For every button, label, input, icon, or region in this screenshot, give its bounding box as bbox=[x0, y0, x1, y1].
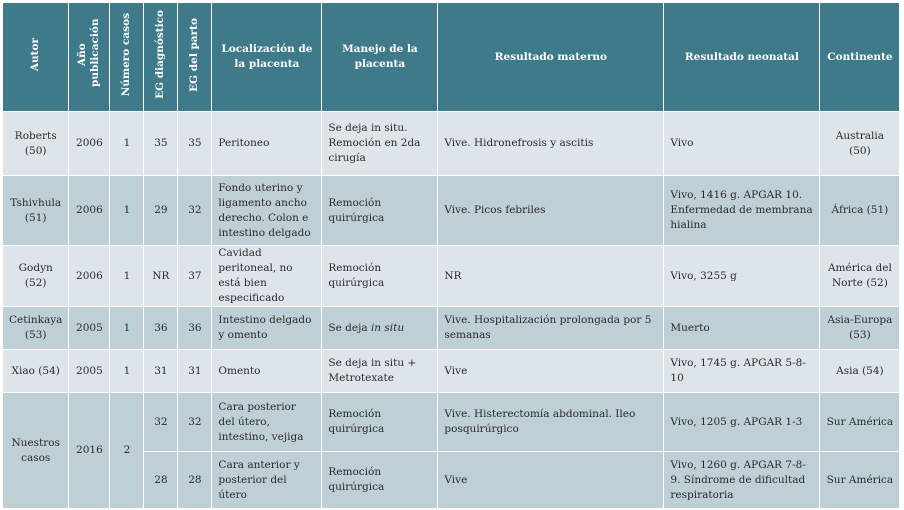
cell-resultado-materno: Vive. Picos febriles bbox=[438, 176, 664, 246]
header-autor: Autor bbox=[3, 3, 69, 112]
cell-manejo: Remoción quirúrgica bbox=[322, 393, 438, 452]
cell-manejo: Se deja in situ. Remoción en 2da cirugía bbox=[322, 112, 438, 176]
cell-eg-diagnostico: 36 bbox=[144, 307, 178, 350]
cell-autor: Nuestros casos bbox=[3, 393, 69, 509]
cell-casos: 1 bbox=[110, 246, 144, 307]
cell-eg-parto: 37 bbox=[178, 246, 212, 307]
cell-resultado-neonatal: Vivo, 3255 g bbox=[664, 246, 820, 307]
manejo-emphasis: in situ bbox=[370, 321, 405, 334]
header-row bbox=[3, 3, 900, 112]
cell-localizacion: Peritoneo bbox=[212, 112, 322, 176]
cell-manejo: Se deja in situ + Metrotexate bbox=[322, 350, 438, 393]
cell-continente: África (51) bbox=[820, 176, 900, 246]
header-resultado-materno: Resultado materno bbox=[438, 3, 664, 112]
table-row bbox=[3, 393, 900, 452]
cell-eg-parto: 28 bbox=[178, 452, 212, 509]
table-row bbox=[3, 350, 900, 393]
cell-manejo: Remoción quirúrgica bbox=[322, 176, 438, 246]
ectopic-pregnancy-cases-table bbox=[2, 2, 900, 509]
cell-localizacion: Cara anterior y posterior del útero bbox=[212, 452, 322, 509]
cell-eg-parto: 32 bbox=[178, 393, 212, 452]
cell-autor: Godyn (52) bbox=[3, 246, 69, 307]
cell-autor: Roberts (50) bbox=[3, 112, 69, 176]
cell-continente: Australia (50) bbox=[820, 112, 900, 176]
cell-resultado-neonatal: Vivo bbox=[664, 112, 820, 176]
header-casos: Número casos bbox=[110, 3, 144, 112]
header-resultado-neonatal: Resultado neonatal bbox=[664, 3, 820, 112]
cell-resultado-materno: Vive. Histerectomía abdominal. Ileo posquirúrgico bbox=[438, 393, 664, 452]
cell-eg-diagnostico: 28 bbox=[144, 452, 178, 509]
cell-casos: 1 bbox=[110, 112, 144, 176]
cell-continente: Sur América bbox=[820, 452, 900, 509]
cell-autor: Cetinkaya (53) bbox=[3, 307, 69, 350]
manejo-prefix: Se deja bbox=[328, 321, 371, 334]
cell-anio: 2006 bbox=[69, 246, 110, 307]
cell-eg-parto: 32 bbox=[178, 176, 212, 246]
cell-manejo bbox=[322, 307, 438, 350]
cell-localizacion: Cara posterior del útero, intestino, vejiga bbox=[212, 393, 322, 452]
cell-localizacion: Omento bbox=[212, 350, 322, 393]
cell-eg-diagnostico: NR bbox=[144, 246, 178, 307]
cell-continente: Asia (54) bbox=[820, 350, 900, 393]
cell-continente: América del Norte (52) bbox=[820, 246, 900, 307]
cell-resultado-materno: Vive. Hidronefrosis y ascitis bbox=[438, 112, 664, 176]
cell-autor: Tshivhula (51) bbox=[3, 176, 69, 246]
cell-manejo: Remoción quirúrgica bbox=[322, 452, 438, 509]
cell-localizacion: Intestino delgado y omento bbox=[212, 307, 322, 350]
cell-eg-diagnostico: 29 bbox=[144, 176, 178, 246]
cell-resultado-neonatal: Vivo, 1745 g. APGAR 5-8-10 bbox=[664, 350, 820, 393]
cell-anio: 2005 bbox=[69, 307, 110, 350]
cell-eg-diagnostico: 31 bbox=[144, 350, 178, 393]
cell-anio: 2005 bbox=[69, 350, 110, 393]
cell-resultado-neonatal: Vivo, 1260 g. APGAR 7-8-9. Síndrome de dificultad respiratoria bbox=[664, 452, 820, 509]
cell-continente: Asia-Europa (53) bbox=[820, 307, 900, 350]
cell-casos: 1 bbox=[110, 176, 144, 246]
cell-anio: 2006 bbox=[69, 176, 110, 246]
cell-eg-parto: 35 bbox=[178, 112, 212, 176]
cell-eg-diagnostico: 32 bbox=[144, 393, 178, 452]
cell-eg-diagnostico: 35 bbox=[144, 112, 178, 176]
cell-resultado-neonatal: Vivo, 1416 g. APGAR 10. Enfermedad de membrana hialina bbox=[664, 176, 820, 246]
cell-casos: 1 bbox=[110, 307, 144, 350]
cell-eg-parto: 31 bbox=[178, 350, 212, 393]
cell-localizacion: Fondo uterino y ligamento ancho derecho. Colon e intestino delgado bbox=[212, 176, 322, 246]
header-anio: Año publicación bbox=[69, 3, 110, 112]
cell-autor: Xiao (54) bbox=[3, 350, 69, 393]
header-manejo: Manejo de la placenta bbox=[322, 3, 438, 112]
header-continente: Continente bbox=[820, 3, 900, 112]
cell-resultado-neonatal: Vivo, 1205 g. APGAR 1-3 bbox=[664, 393, 820, 452]
table-row bbox=[3, 246, 900, 307]
table-row bbox=[3, 112, 900, 176]
cell-resultado-materno: Vive bbox=[438, 452, 664, 509]
cell-anio: 2016 bbox=[69, 393, 110, 509]
header-localizacion: Localización de la placenta bbox=[212, 3, 322, 112]
cell-continente: Sur América bbox=[820, 393, 900, 452]
cell-anio: 2006 bbox=[69, 112, 110, 176]
cell-eg-parto: 36 bbox=[178, 307, 212, 350]
cell-resultado-neonatal: Muerto bbox=[664, 307, 820, 350]
table-row bbox=[3, 176, 900, 246]
cell-resultado-materno: Vive. Hospitalización prolongada por 5 semanas bbox=[438, 307, 664, 350]
cell-manejo: Remoción quirúrgica bbox=[322, 246, 438, 307]
table-row bbox=[3, 307, 900, 350]
cell-casos: 1 bbox=[110, 350, 144, 393]
header-eg-diagnostico: EG diagnóstico bbox=[144, 3, 178, 112]
cell-localizacion: Cavidad peritoneal, no está bien especificado bbox=[212, 246, 322, 307]
cell-casos: 2 bbox=[110, 393, 144, 509]
cases-table-container bbox=[2, 2, 900, 509]
header-eg-parto: EG del parto bbox=[178, 3, 212, 112]
cell-resultado-materno: Vive bbox=[438, 350, 664, 393]
cell-resultado-materno: NR bbox=[438, 246, 664, 307]
